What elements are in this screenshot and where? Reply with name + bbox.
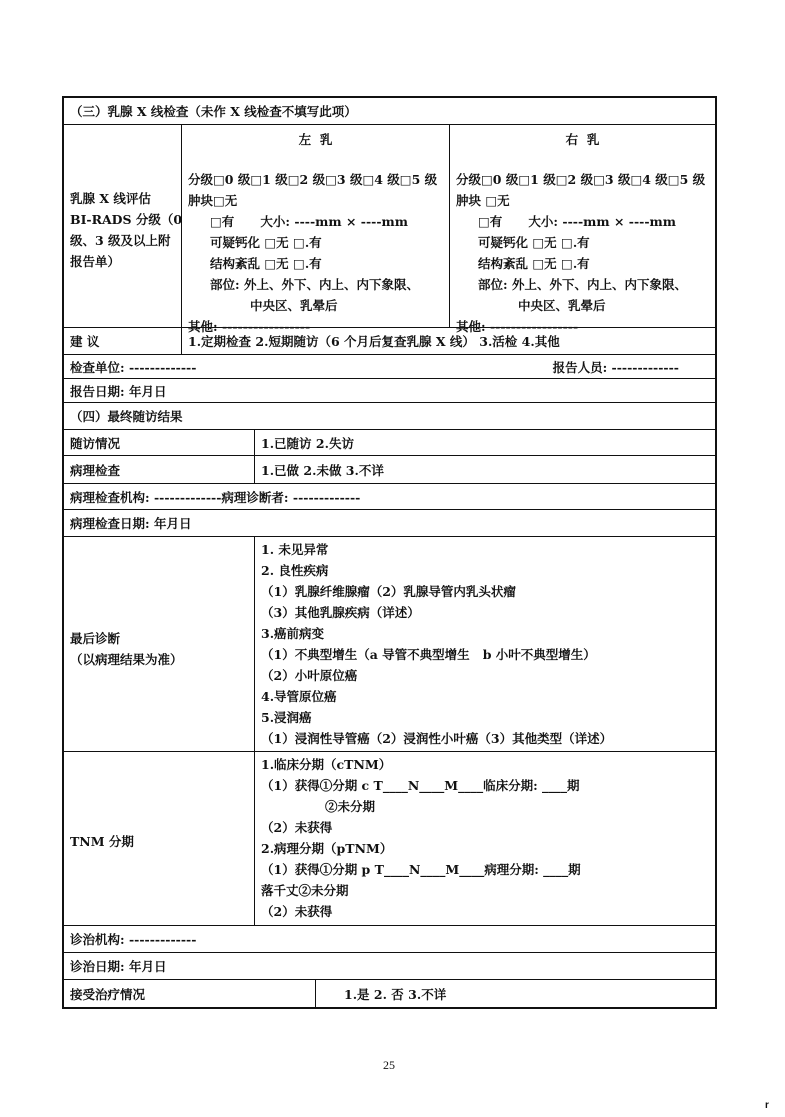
right-location[interactable]: 部位: 外上、外下、内上、内下象限、: [478, 277, 687, 292]
left-breast-cell: [182, 125, 450, 334]
tnm-item[interactable]: 1.临床分期（cTNM）: [261, 757, 392, 772]
exam-unit-row: [64, 355, 715, 379]
treatment-label: 接受治疗情况: [64, 980, 316, 1007]
tnm-item[interactable]: 落千丈②未分期: [261, 883, 349, 898]
left-calcification[interactable]: 可疑钙化 □无 □.有: [210, 235, 322, 250]
exam-unit-field[interactable]: 检查单位: -------------: [70, 359, 197, 375]
xray-label-line: 报告单）: [70, 254, 121, 269]
xray-label-line: 级、3 级及以上附: [70, 233, 171, 248]
diagnosis-item[interactable]: （1）浸润性导管癌（2）浸润性小叶癌（3）其他类型（详述）: [261, 731, 613, 746]
page-number: 25: [383, 1058, 395, 1072]
treatment-org-row: [64, 926, 715, 953]
pathology-org-row: [64, 484, 715, 510]
exam-unit-reporter: [64, 355, 715, 378]
reporter-field[interactable]: 报告人员: -------------: [552, 359, 679, 375]
tnm-row: [64, 752, 715, 926]
right-distortion[interactable]: 结构紊乱 □无 □.有: [478, 256, 590, 271]
tnm-item[interactable]: ②未分期: [325, 799, 376, 814]
section3-title-row: [64, 98, 715, 125]
diagnosis-options: [255, 537, 715, 751]
tnm-item[interactable]: （1）获得①分期 p T____N____M____病理分期: ____期: [261, 862, 581, 877]
tnm-item[interactable]: （1）获得①分期 c T____N____M____临床分期: ____期: [261, 778, 580, 793]
treatment-date-field[interactable]: 诊治日期: 年月日: [70, 959, 167, 974]
diagnosis-item[interactable]: （1）乳腺纤维腺瘤（2）乳腺导管内乳头状瘤: [261, 584, 516, 599]
followup-label: 随访情况: [64, 430, 255, 455]
advice-label: 建 议: [64, 328, 182, 354]
left-breast-header: 左 乳: [298, 132, 333, 147]
left-mass-yes-size[interactable]: □有 大小: ----mm × ----mm: [210, 214, 408, 229]
pathology-label: 病理检查: [64, 456, 255, 483]
diagnosis-item[interactable]: （1）不典型增生（a 导管不典型增生 b 小叶不典型增生）: [261, 647, 596, 662]
diagnosis-label: [64, 537, 255, 751]
treatment-org-field[interactable]: 诊治机构: -------------: [70, 932, 197, 947]
diagnosis-label-note: （以病理结果为准）: [70, 652, 183, 667]
diagnosis-item[interactable]: （2）小叶原位癌: [261, 668, 358, 683]
tnm-label: [64, 752, 255, 925]
left-grade-options[interactable]: 分级□0 级□1 级□2 级□3 级□4 级□5 级: [188, 172, 438, 187]
pathology-date-field[interactable]: 病理检查日期: 年月日: [70, 516, 192, 531]
treatment-date-row: [64, 953, 715, 980]
section4-title-row: [64, 403, 715, 430]
pathology-org-field[interactable]: 病理检查机构: -------------病理诊断者: -------------: [70, 489, 361, 505]
left-other-field[interactable]: 其他: -----------------: [188, 319, 311, 334]
right-calcification[interactable]: 可疑钙化 □无 □.有: [478, 235, 590, 250]
xray-label-line: 乳腺 X 线评估: [70, 191, 151, 206]
xray-assessment-label: [64, 125, 182, 327]
right-other-field[interactable]: 其他: -----------------: [456, 319, 579, 334]
report-date-row: [64, 379, 715, 403]
tnm-item[interactable]: （2）未获得: [261, 904, 333, 919]
advice-row: [64, 328, 715, 355]
followup-options[interactable]: 1.已随访 2.失访: [261, 435, 354, 451]
diagnosis-row: [64, 537, 715, 752]
diagnosis-item[interactable]: 1. 未见异常: [261, 542, 329, 557]
tnm-item[interactable]: （2）未获得: [261, 820, 333, 835]
xray-assessment-row: [64, 125, 715, 334]
right-grade-options[interactable]: 分级□0 级□1 级□2 级□3 级□4 级□5 级: [456, 172, 706, 187]
section4-title: （四）最终随访结果: [70, 409, 183, 424]
left-location-cont[interactable]: 中央区、乳晕后: [250, 298, 338, 313]
diagnosis-item[interactable]: 4.导管原位癌: [261, 689, 337, 704]
report-date-field[interactable]: 报告日期: 年月日: [70, 383, 167, 399]
left-distortion[interactable]: 结构紊乱 □无 □.有: [210, 256, 322, 271]
screening-form-table: [62, 96, 717, 1009]
xray-label-line: BI-RADS 分级（0: [70, 212, 183, 227]
corner-mark: r: [765, 1100, 769, 1111]
diagnosis-item[interactable]: 5.浸润癌: [261, 710, 312, 725]
pathology-row: [64, 456, 715, 484]
diagnosis-item[interactable]: 2. 良性疾病: [261, 563, 329, 578]
pathology-options[interactable]: 1.已做 2.未做 3.不详: [261, 462, 384, 478]
right-mass-yes-size[interactable]: □有 大小: ----mm × ----mm: [478, 214, 676, 229]
followup-row: [64, 430, 715, 456]
left-location[interactable]: 部位: 外上、外下、内上、内下象限、: [210, 277, 419, 292]
right-breast-header: 右 乳: [565, 132, 600, 147]
treatment-options[interactable]: 1.是 2. 否 3.不详: [344, 986, 447, 1002]
diagnosis-label-line: 最后诊断: [70, 631, 121, 646]
treatment-row: [64, 980, 715, 1007]
right-breast-cell: [450, 125, 715, 334]
tnm-options: [255, 752, 715, 925]
diagnosis-item[interactable]: 3.癌前病变: [261, 626, 325, 641]
tnm-label-text: TNM 分期: [70, 834, 134, 849]
diagnosis-item[interactable]: （3）其他乳腺疾病（详述）: [261, 605, 420, 620]
tnm-item[interactable]: 2.病理分期（pTNM）: [261, 841, 393, 856]
pathology-date-row: [64, 510, 715, 537]
left-mass-none[interactable]: 肿块□无: [188, 193, 238, 208]
right-location-cont[interactable]: 中央区、乳晕后: [518, 298, 606, 313]
right-mass-none[interactable]: 肿块 □无: [456, 193, 510, 208]
advice-options[interactable]: 1.定期检查 2.短期随访（6 个月后复查乳腺 X 线） 3.活检 4.其他: [188, 334, 560, 349]
section3-title: （三）乳腺 X 线检查（未作 X 线检查不填写此项）: [70, 104, 357, 119]
